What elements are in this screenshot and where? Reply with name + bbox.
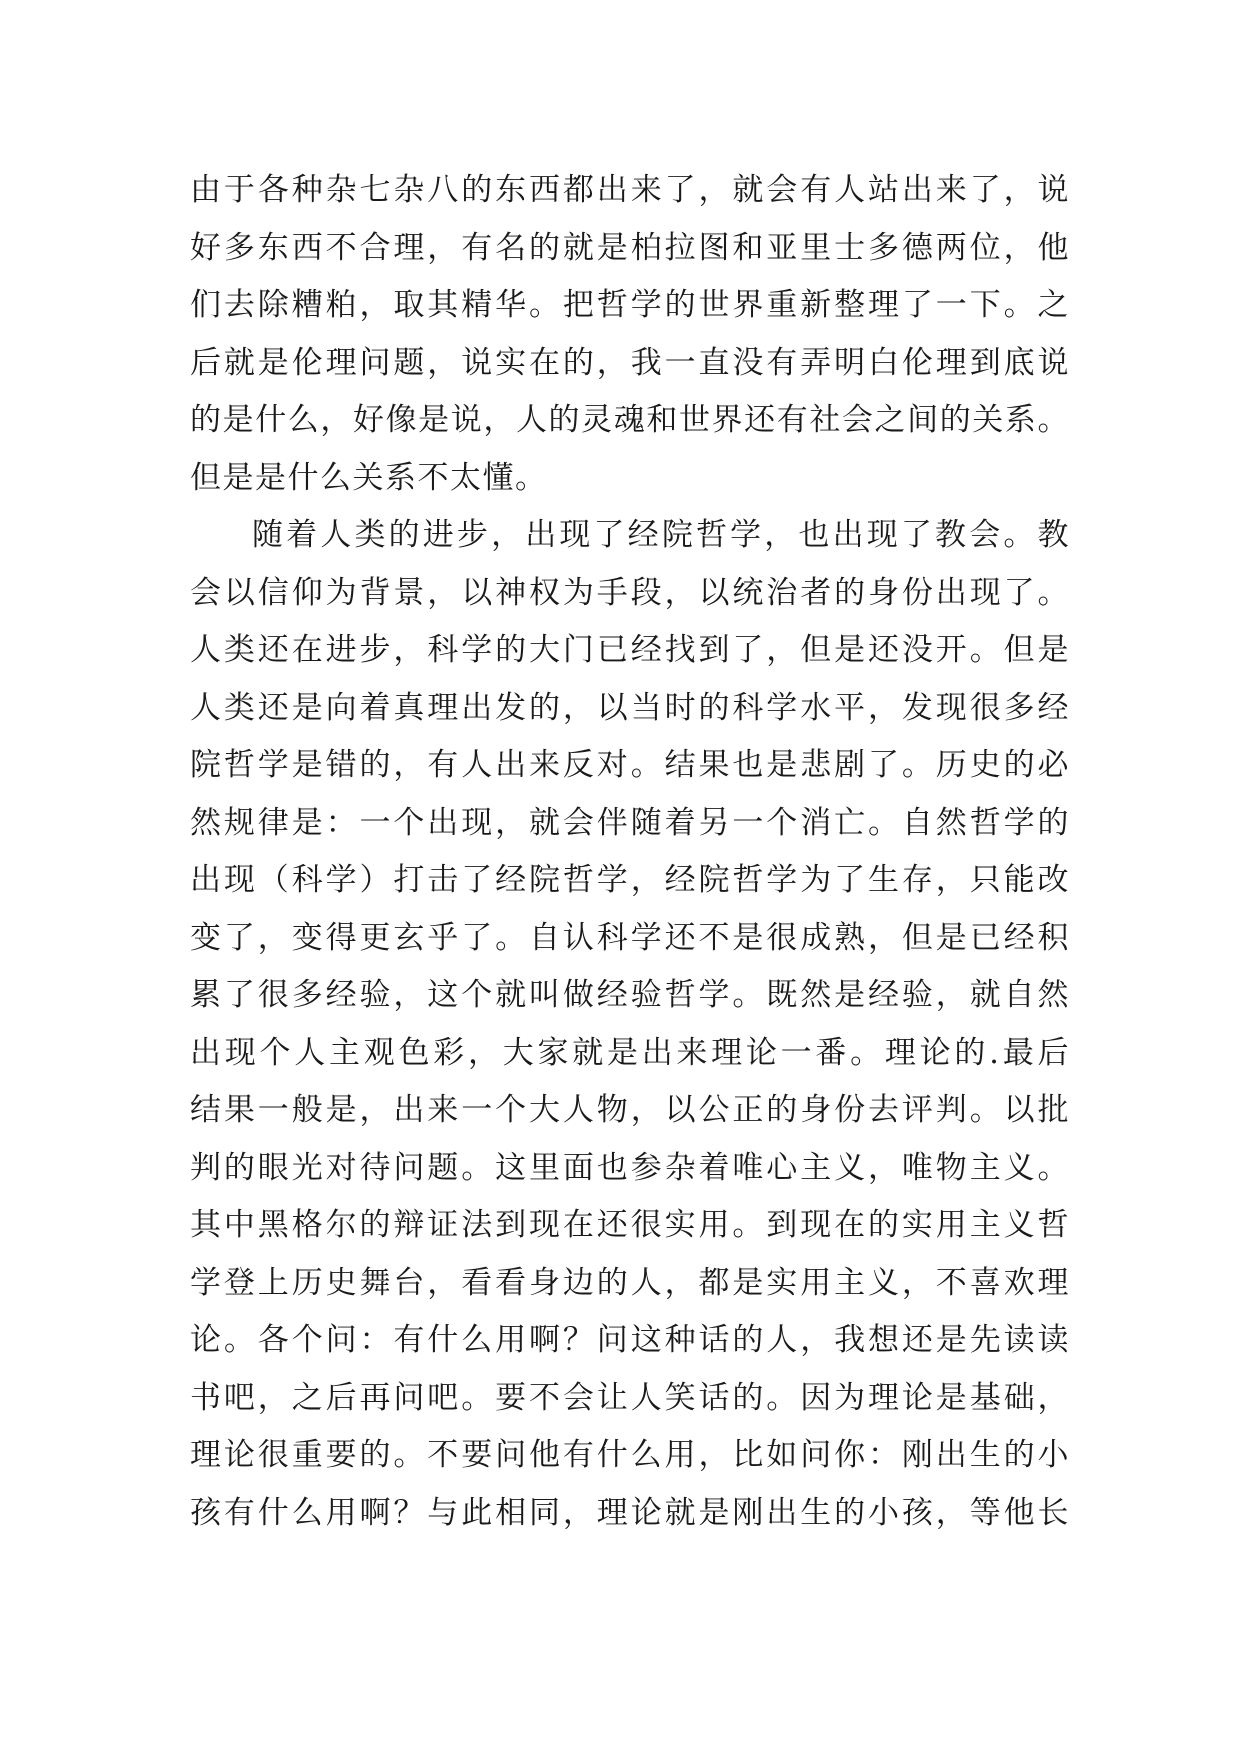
text-line: 出现个人主观色彩，大家就是出来理论一番。理论的.最后	[190, 1034, 1070, 1071]
text-line: 变了，变得更玄乎了。自认科学还不是很成熟，但是已经积	[190, 919, 1070, 956]
text-line: 累了很多经验，这个就叫做经验哲学。既然是经验，就自然	[190, 977, 1070, 1013]
text-line: 孩有什么用啊？与此相同，理论就是刚出生的小孩，等他长	[190, 1494, 1070, 1531]
text-line: 好多东西不合理，有名的就是柏拉图和亚里士多德两位，他	[190, 229, 1070, 266]
text-line: 但是是什么关系不太懂。	[190, 459, 548, 496]
text-line: 们去除糟粕，取其精华。把哲学的世界重新整理了一下。之	[190, 287, 1070, 323]
text-line: 人类还在进步，科学的大门已经找到了，但是还没开。但是	[190, 632, 1070, 668]
text-line: 后就是伦理问题，说实在的，我一直没有弄明白伦理到底说	[190, 344, 1070, 381]
text-line: 其中黑格尔的辩证法到现在还很实用。到现在的实用主义哲	[190, 1207, 1070, 1243]
text-line: 会以信仰为背景，以神权为手段，以统治者的身份出现了。	[190, 574, 1070, 611]
text-line: 随着人类的进步，出现了经院哲学，也出现了教会。教	[252, 517, 1070, 553]
text-line: 由于各种杂七杂八的东西都出来了，就会有人站出来了，说	[190, 172, 1070, 208]
text-line: 学登上历史舞台，看看身边的人，都是实用主义，不喜欢理	[190, 1264, 1070, 1301]
text-line: 判的眼光对待问题。这里面也参杂着唯心主义，唯物主义。	[190, 1149, 1070, 1186]
text-line: 理论很重要的。不要问他有什么用，比如问你：刚出生的小	[190, 1437, 1070, 1473]
text-line: 书吧，之后再问吧。要不会让人笑话的。因为理论是基础，	[190, 1379, 1070, 1416]
body-text	[190, 162, 1070, 1542]
text-line: 人类还是向着真理出发的，以当时的科学水平，发现很多经	[190, 689, 1070, 726]
text-line: 结果一般是，出来一个大人物，以公正的身份去评判。以批	[190, 1092, 1070, 1128]
text-line: 出现（科学）打击了经院哲学，经院哲学为了生存，只能改	[190, 862, 1070, 898]
text-line: 院哲学是错的，有人出来反对。结果也是悲剧了。历史的必	[190, 747, 1070, 783]
text-line: 的是什么，好像是说，人的灵魂和世界还有社会之间的关系。	[190, 402, 1070, 438]
text-line: 论。各个问：有什么用啊？问这种话的人，我想还是先读读	[190, 1322, 1070, 1358]
text-line: 然规律是：一个出现，就会伴随着另一个消亡。自然哲学的	[190, 804, 1070, 841]
